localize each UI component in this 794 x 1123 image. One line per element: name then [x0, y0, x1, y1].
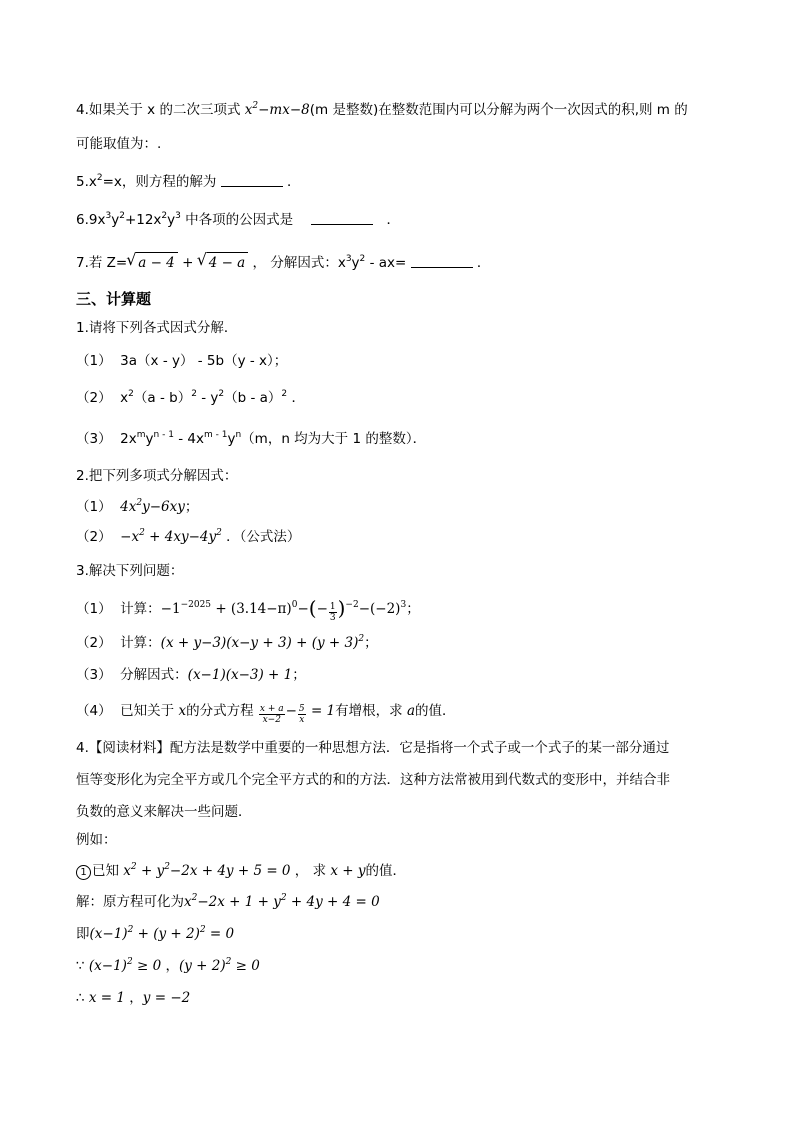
problem-4-intro-3: 负数的意义来解决一些问题．: [76, 804, 252, 820]
problem-2-title: 2.把下列多项式分解因式：: [76, 468, 238, 484]
question-5: $5.x^2=x$，则方程的解为 ．: [76, 173, 301, 190]
problem-2-item-1: （1） $4x^2y-6xy$；: [76, 498, 199, 515]
section-title: 三、计算题: [76, 290, 152, 308]
question-7: 7.若 Z=√ a − 4 + √ 4 − a ， 分解因式：$x^3y^2 - ax=$ ．: [76, 252, 754, 273]
q4-expression: $x^2-mx-8$: [244, 101, 310, 118]
problem-1-item-2: （2） $x^2(a - b)^2 - y^2(b - a)^2$ ．: [76, 389, 305, 406]
problem-1-title: 1.请将下列各式因式分解．: [76, 320, 238, 336]
example-1: 1 已知 $x^2 + y^2-2x + 4y + 5 = 0$ ， 求 x + y的值．: [76, 861, 754, 881]
problem-1-item-1: （1） 3a（x - y） - 5b（y - x）；: [76, 353, 288, 369]
answer-blank[interactable]: [311, 212, 373, 225]
solution-line-3: ∵ $(x-1)^2 \ge 0$ ，$(y + 2)^2 \ge 0$: [76, 957, 260, 974]
problem-1-item-3: （3） $2x^my^{n - 1} - 4x^{m - 1}y^n(m$，n 均为大于 1 的整数）．: [76, 430, 427, 447]
sqrt-4-minus-a: √ 4 − a: [207, 252, 249, 273]
problem-4-intro-1: 4.【阅读材料】配方法是数学中重要的一种思想方法．它是指将一个式子或一个式子的某一部分通过: [76, 740, 670, 756]
solution-line-2: 即$(x-1)^2 + (y + 2)^2 = 0$: [76, 925, 235, 942]
problem-2-item-2: $(2) -x^2 + 4xy-4y^2$ ．（公式法）: [76, 528, 301, 545]
example-label: 例如：: [76, 832, 117, 848]
problem-3-item-2: （2） 计算：$(x + y-3)(x-y + 3) + (y + 3)^2$；: [76, 634, 378, 651]
answer-blank[interactable]: [221, 174, 283, 187]
problem-3-item-1: （1） 计算：$-1^{-2025} + (3.14-\pi)^0-(-$ $\frac{1}{3}$ )$^{-2}-(-2)^3$；: [76, 596, 420, 623]
q4-text-b: (m 是整数)在整数范围内可以分解为两个一次因式的积,则 m 的: [309, 102, 688, 118]
question-6: $6.9x^3y^2+12x^2y^3$ 中各项的公因式是 ．: [76, 211, 400, 228]
q4-text-a: 4.如果关于 x 的二次三项式: [76, 102, 245, 118]
problem-4-intro-2: 恒等变形化为完全平方或几个完全平方式的和的方法．这种方法常被用到代数式的变形中，并结合非: [76, 772, 670, 788]
sqrt-a-minus-4: √ a − 4: [136, 252, 178, 273]
circled-one-icon: 1: [76, 865, 91, 880]
solution-line-1: 解：原方程可化为$x^2-2x + 1 + y^2 + 4y + 4 = 0$: [76, 893, 380, 910]
answer-blank[interactable]: [411, 255, 473, 268]
problem-3-title: 3.解决下列问题：: [76, 563, 184, 579]
question-4-line-2: 可能取值为：.: [76, 136, 162, 152]
solution-line-4: ∴ x = 1 ，y = −2: [76, 990, 191, 1006]
problem-3-item-4: （4） 已知关于 x的分式方程 $\frac{x + a}{x-2}$ − $\frac{5}{x}$ = 1有增根，求 a的值．: [76, 703, 456, 725]
problem-3-item-3: （3） 分解因式：(x−1)(x−3) + 1；: [76, 667, 306, 683]
question-4-line-1: [76, 100, 754, 120]
